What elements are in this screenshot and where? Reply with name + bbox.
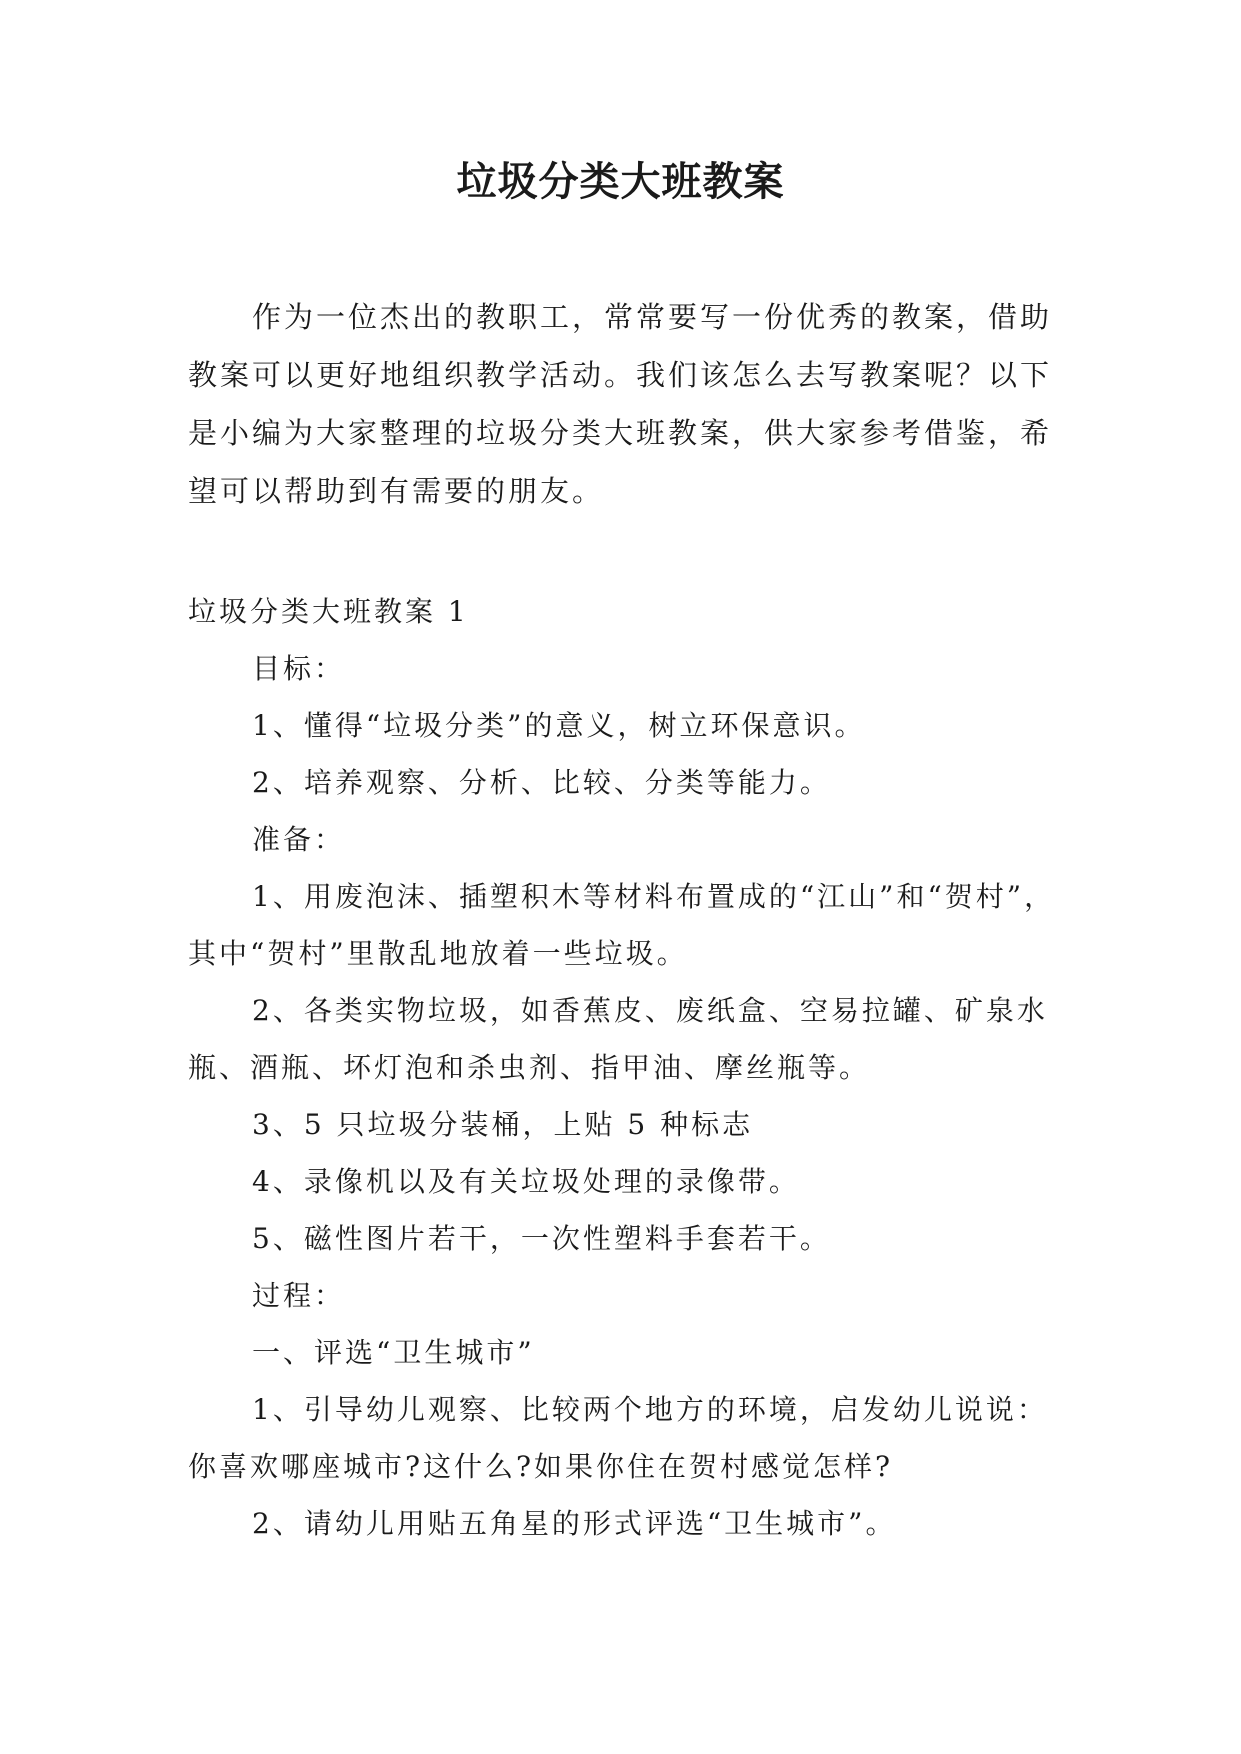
- preparation-label: 准备：: [252, 823, 346, 856]
- goal-label: 目标：: [252, 652, 346, 685]
- preparation-item-5: 5、磁性图片若干，一次性塑料手套若干。: [252, 1222, 831, 1255]
- preparation-item-2: 2、各类实物垃圾，如香蕉皮、废纸盒、空易拉罐、矿泉水瓶、酒瓶、坏灯泡和杀虫剂、指甲油、摩丝瓶等。: [188, 994, 1048, 1084]
- process-label: 过程：: [252, 1279, 346, 1312]
- preparation-item-4: 4、录像机以及有关垃圾处理的录像带。: [252, 1165, 800, 1198]
- preparation-item-3: 3、5 只垃圾分装桶，上贴 5 种标志: [252, 1108, 754, 1141]
- document-body: [188, 583, 1056, 1552]
- intro-paragraph: 作为一位杰出的教职工，常常要写一份优秀的教案，借助教案可以更好地组织教学活动。我们该怎么去写教案呢？以下是小编为大家整理的垃圾分类大班教案，供大家参考借鉴，希望可以帮助到有需要的朋友。: [188, 300, 1053, 508]
- process-step-1-item-1: 1、引导幼儿观察、比较两个地方的环境，启发幼儿说说：你喜欢哪座城市?这什么?如果你住在贺村感觉怎样?: [188, 1393, 1048, 1483]
- goal-item-2: 2、培养观察、分析、比较、分类等能力。: [252, 766, 831, 799]
- process-step-1-item-2: 2、请幼儿用贴五角星的形式评选“卫生城市”。: [252, 1507, 897, 1540]
- goal-item-1: 1、懂得“垃圾分类”的意义，树立环保意识。: [252, 709, 866, 742]
- document-title: 垃圾分类大班教案: [456, 158, 785, 205]
- process-step-1-title: 一、评选“卫生城市”: [252, 1336, 535, 1369]
- preparation-item-1: 1、用废泡沫、插塑积木等材料布置成的“江山”和“贺村”，其中“贺村”里散乱地放着一些垃圾。: [188, 880, 1056, 970]
- section-heading: 垃圾分类大班教案 1: [188, 595, 469, 628]
